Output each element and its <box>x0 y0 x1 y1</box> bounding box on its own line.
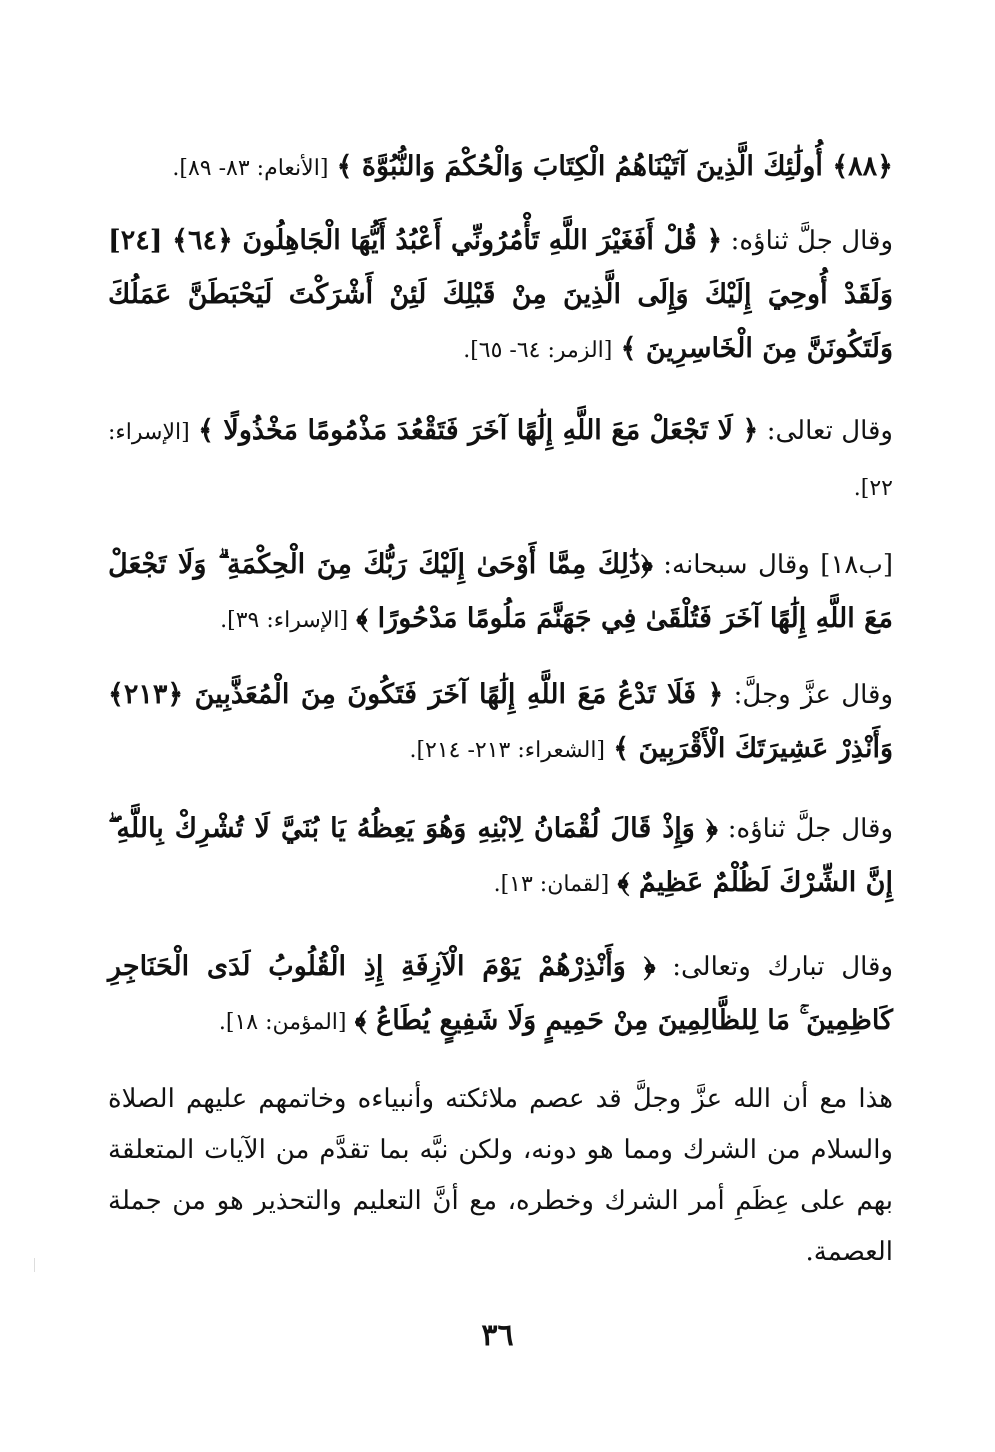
paragraph-isra-22 <box>108 404 893 516</box>
quran-verse: ﴿ وَإِذْ قَالَ لُقْمَانُ لِابْنِهِ وَهُوَ يَعِظُهُ يَا بُنَيَّ لَا تُشْرِكْ بِاللَّهِ ۖ إِنَّ الشِّرْكَ لَظُلْمٌ عَظِيمٌ ﴾ <box>108 813 893 898</box>
quran-verse: ﴿ فَلَا تَدْعُ مَعَ اللَّهِ إِلَٰهًا آخَرَ فَتَكُونَ مِنَ الْمُعَذَّبِينَ ﴿٢١٣﴾ وَأَنْذِرْ عَشِيرَتَكَ الْأَقْرَبِينَ ﴾ <box>108 679 893 764</box>
intro-text: وقال تبارك وتعالى: <box>672 952 893 982</box>
verse-reference: [الإسراء: ٢٢]. <box>108 420 893 501</box>
quran-verse: ﴿٨٨﴾ أُولَٰئِكَ الَّذِينَ آتَيْنَاهُمُ الْكِتَابَ وَالْحُكْمَ وَالنُّبُوَّةَ ﴾ <box>336 151 893 182</box>
paragraph-isra-39 <box>108 538 893 648</box>
paragraph-zumar <box>108 214 893 378</box>
quran-verse: ﴿ لَا تَجْعَلْ مَعَ اللَّهِ إِلَٰهًا آخَرَ فَتَقْعُدَ مَذْمُومًا مَخْذُولًا ﴾ <box>198 415 759 446</box>
intro-text: [ب١٨] وقال سبحانه: <box>663 550 894 580</box>
verse-reference: [الشعراء: ٢١٣- ٢١٤]. <box>409 738 606 763</box>
verse-reference: [الإسراء: ٣٩]. <box>220 608 349 633</box>
quran-verse: ﴿ وَأَنْذِرْهُمْ يَوْمَ الْآزِفَةِ إِذِ الْقُلُوبُ لَدَى الْحَنَاجِرِ كَاظِمِينَ ۚ مَا لِلظَّالِمِينَ مِنْ حَمِيمٍ وَلَا شَفِيعٍ يُطَاعُ ﴾ <box>108 951 893 1036</box>
intro-text: وقال عزَّ وجلَّ: <box>733 680 894 710</box>
page-number: ٣٦ <box>481 1318 514 1353</box>
paragraph-mumin <box>108 940 893 1050</box>
scan-edge-mark <box>34 1258 35 1272</box>
verse-reference: [الزمر: ٦٤- ٦٥]. <box>463 338 613 363</box>
closing-paragraph: هذا مع أن الله عزَّ وجلَّ قد عصم ملائكته وأنبياءه وخاتمهم عليهم الصلاة والسلام من الشرك ومما هو دونه، ولكن نبَّه بما تقدَّم من الآيات المتعلقة بهم على عِظَمِ أمر الشرك وخطره، مع أنَّ التعليم والتحذير هو من جملة العصمة. <box>108 1084 893 1267</box>
paragraph-luqman <box>108 802 893 912</box>
paragraph-shuara <box>108 668 893 778</box>
quran-verse: ﴿ قُلْ أَفَغَيْرَ اللَّهِ تَأْمُرُونِّي أَعْبُدُ أَيُّهَا الْجَاهِلُونَ ﴿٦٤﴾ [٢٤] وَلَقَدْ أُوحِيَ إِلَيْكَ وَإِلَى الَّذِينَ مِنْ قَبْلِكَ لَئِنْ أَشْرَكْتَ لَيَحْبَطَنَّ عَمَلُكَ وَلَتَكُونَنَّ مِنَ الْخَاسِرِينَ ﴾ <box>108 225 893 364</box>
intro-text: وقال جلَّ ثناؤه: <box>727 814 893 844</box>
intro-text: وقال تعالى: <box>766 416 893 446</box>
verse-reference: [لقمان: ١٣]. <box>493 872 610 897</box>
verse-reference: [الأنعام: ٨٣- ٨٩]. <box>172 156 329 181</box>
quran-verse: ﴿ذَٰلِكَ مِمَّا أَوْحَىٰ إِلَيْكَ رَبُّكَ مِنَ الْحِكْمَةِ ۗ وَلَا تَجْعَلْ مَعَ اللَّهِ إِلَٰهًا آخَرَ فَتُلْقَىٰ فِي جَهَنَّمَ مَلُومًا مَدْحُورًا ﴾ <box>108 549 893 634</box>
paragraph-anam <box>108 140 893 196</box>
verse-reference: [المؤمن: ١٨]. <box>218 1010 347 1035</box>
intro-text: وقال جلَّ ثناؤه: <box>730 226 894 256</box>
